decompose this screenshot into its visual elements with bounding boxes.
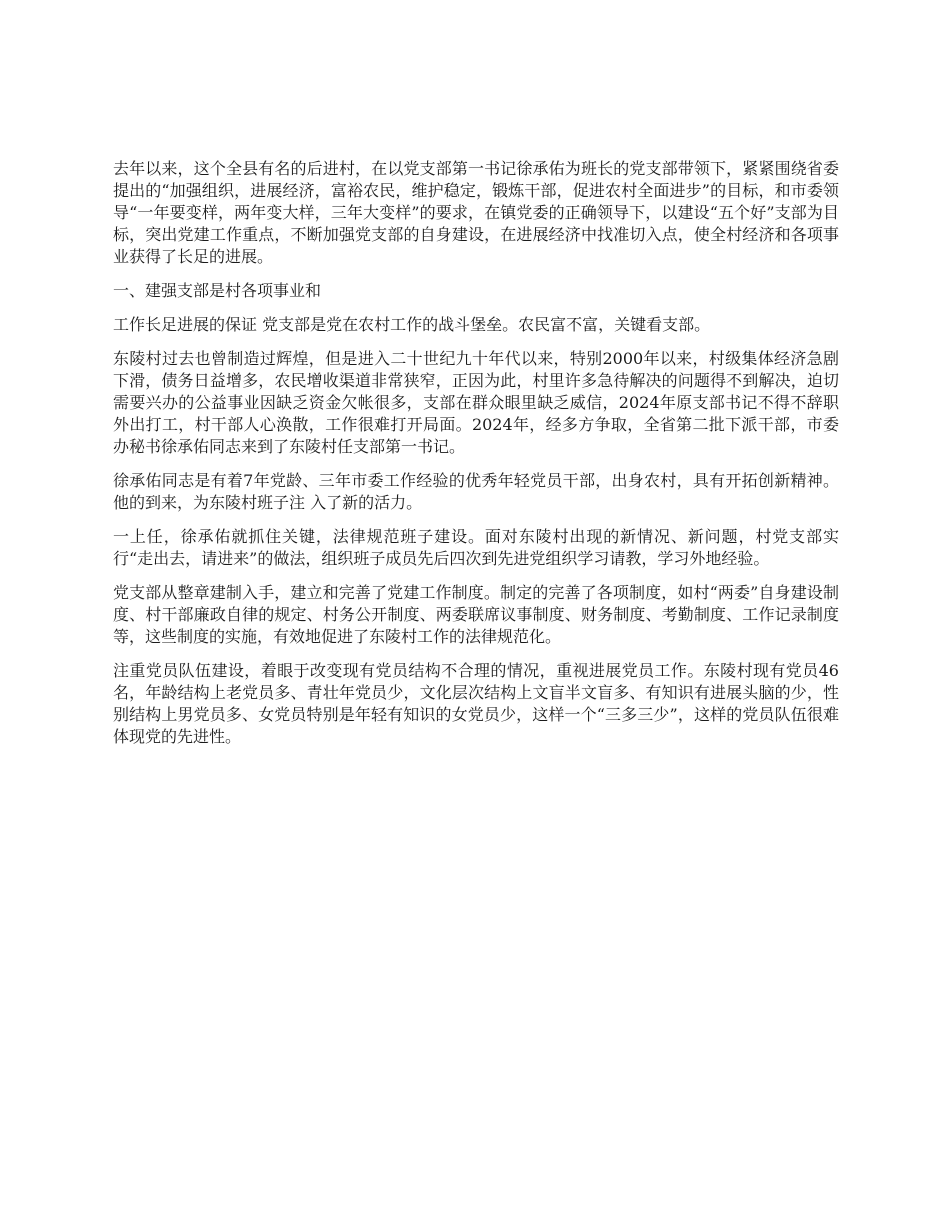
- body-paragraph: 徐承佑同志是有着7年党龄、三年市委工作经验的优秀年轻党员干部，出身农村，具有开拓创新精神。他的到来，为东陵村班子注 入了新的活力。: [113, 471, 839, 512]
- body-paragraph: 党支部从整章建制入手，建立和完善了党建工作制度。制定的完善了各项制度，如村“两委”自身建设制度、村干部廉政自律的规定、村务公开制度、两委联席议事制度、财务制度、考勤制度、工作记录制度等，这些制度的实施，有效地促进了东陵村工作的法律规范化。: [113, 583, 839, 646]
- intro-paragraph: 去年以来，这个全县有名的后进村，在以党支部第一书记徐承佑为班长的党支部带领下，紧紧围绕省委提出的“加强组织，进展经济，富裕农民，维护稳定，锻炼干部，促进农村全面进步”的目标，和市委领导“一年要变样，两年变大样，三年大变样”的要求，在镇党委的正确领导下，以建设“五个好”支部为目标，突出党建工作重点，不断加强党支部的自身建设，在进展经济中找准切入点，使全村经济和各项事业获得了长足的进展。: [113, 159, 839, 266]
- document-body: [113, 158, 839, 760]
- section-heading: 一、建强支部是村各项事业和: [113, 281, 322, 300]
- body-paragraph: 一上任，徐承佑就抓住关键，法律规范班子建设。面对东陵村出现的新情况、新问题，村党支部实行“走出去，请进来”的做法，组织班子成员先后四次到先进党组织学习请教，学习外地经验。: [113, 527, 839, 568]
- body-paragraph: 工作长足进展的保证 党支部是党在农村工作的战斗堡垒。农民富不富，关键看支部。: [113, 315, 711, 334]
- body-paragraph: 东陵村过去也曾制造过辉煌，但是进入二十世纪九十年代以来，特别2000年以来，村级集体经济急剧下滑，债务日益增多，农民增收渠道非常狭窄，正因为此，村里许多急待解决的问题得不到解决，迫切需要兴办的公益事业因缺乏资金欠帐很多，支部在群众眼里缺乏威信，2024年原支部书记不得不辞职外出打工，村干部人心涣散，工作很难打开局面。2024年，经多方争取，全省第二批下派干部，市委办秘书徐承佑同志来到了东陵村任支部第一书记。: [113, 349, 839, 456]
- body-paragraph: 注重党员队伍建设，着眼于改变现有党员结构不合理的情况，重视进展党员工作。东陵村现有党员46名，年龄结构上老党员多、青壮年党员少，文化层次结构上文盲半文盲多、有知识有进展头脑的少，性别结构上男党员多、女党员特别是年轻有知识的女党员少，这样一个“三多三少”，这样的党员队伍很难体现党的先进性。: [113, 661, 839, 746]
